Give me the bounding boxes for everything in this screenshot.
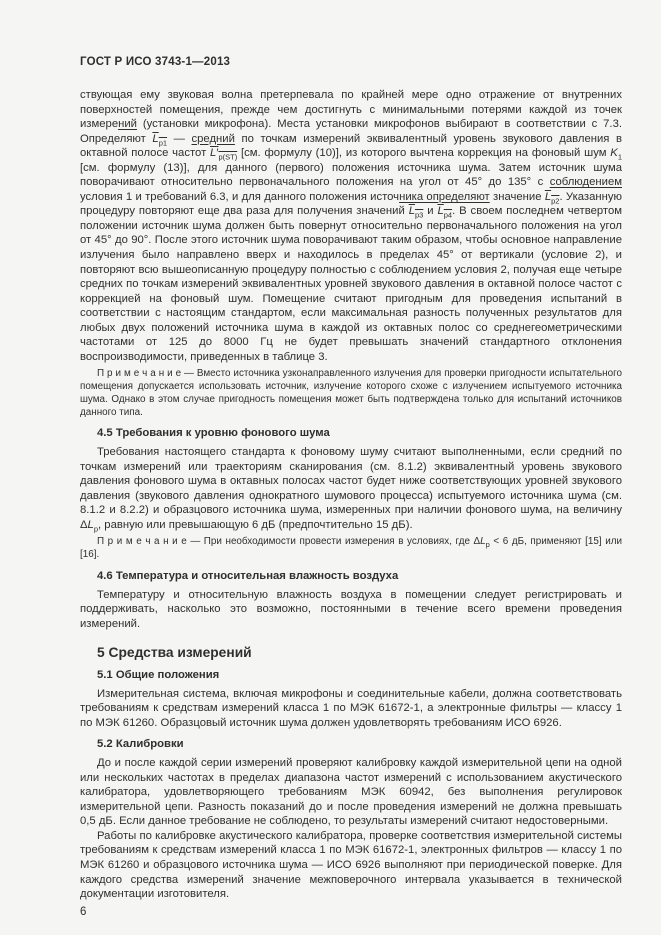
note-room-check: П р и м е ч а н и е — Вместо источника узконаправленного излучения для проверки пригодности испытательного помещения допускается использовать источник, излучение которого схоже с излучением испытуемого источника шума. Однако в этом случае пригодность помещения может быть подтверждена только для испытаний источников данного типа. [80, 368, 622, 418]
paragraph-calibration-verification: Работы по калибровке акустического калибратора, проверке соответствия измерительной системы требованиям к средствам измерений класса 1 по МЭК 61672-1, электронных фильтров — классу 1 по МЭК 61260 и образцового источника шума — ИСО 6926 выполняют при периодической поверке. Для каждого средства измерений значение межповерочного интервала указывается в технической документации изготовителя. [80, 829, 622, 901]
heading-4-6: 4.6 Температура и относительная влажность воздуха [97, 569, 399, 582]
heading-5-2: 5.2 Калибровки [97, 738, 184, 751]
document-header: ГОСТ Р ИСО 3743-1—2013 [80, 56, 231, 68]
note-delta-lp: П р и м е ч а н и е — При необходимости провести измерения в условиях, где $\Delta L_p < 6$ дБ, применяют [15] или [16]. [80, 536, 622, 561]
paragraph-temperature-humidity: Температуру и относительную влажность воздуха в помещении следует регистрировать и поддерживать, насколько это возможно, постоянными в течение всего времени проведения измерений. [80, 588, 622, 630]
heading-4-5: 4.5 Требования к уровню фонового шума [97, 427, 330, 440]
paragraph-calibration-check: До и после каждой серии измерений проверяют калибровку каждой измерительной цепи на одной или нескольких частотах в пределах диапазона частот измерений с использованием акустического калибратора, удовлетворяющего требованиям МЭК 60942, без выполнения регулировок измерительной цепи. Разность показаний до и после проведения измерений не должна превышать 0,5 дБ. Если данное требование не соблюдено, то результаты измерений считают недостоверными. [80, 757, 622, 828]
paragraph-measuring-system: Измерительная система, включая микрофоны и соединительные кабели, должна соответствовать требованиям к средствам измерений класса 1 по МЭК 61672-1, а электронные фильтры — классу 1 по МЭК 61260. Образцовый источник шума должен удовлетворять требованиям ИСО 6926. [80, 687, 622, 729]
heading-5: 5 Средства измерений [97, 644, 252, 660]
page-number: 6 [80, 905, 87, 918]
paragraph-room-qualification: ствующая ему звуковая волна претерпевала по крайней мере одно отражение от внутренних поверхностей помещения, прежде чем достигнуть с минимальными потерями каждой из точек измерений (установки микрофона). Места установки микрофонов выбирают в соответствии с 7.3. Определяют $L_{p1}$ — средний по точкам измерений эквивалентный уровень звукового давления в октавной полосе частот $L'_{p(ST)}$ [см. формулу (10)], из которого вычтена коррекция на фоновый шум $K_1$ [см. формулу (13)], для данного (первого) положения источника шума. Затем источник шума поворачивают относительно первоначального положения на угол от 45° до 135° с соблюдением условия 1 и требований 6.3, и для данного положения источника определяют значение $L_{p2}$. Указанную процедуру повторяют еще два раза для получения значений $L_{p3}$ и $L_{p4}$. В своем последнем четвертом положении источник шума должен быть повернут относительно первоначального положения на угол от 45° до 90°. После этого источник шума поворачивают таким образом, чтобы основное направление излучения было направлено вверх и находилось в пределах 45° от вертикали (условие 2), и повторяют всю вышеописанную процедуру полностью с соблюдением условия 2, получая еще четыре средних по точкам измерений эквивалентных уровней звукового давления в октавной полосе частот с коррекцией на фоновый шум. Помещение считают пригодным для проведения испытаний в соответствии с настоящим стандартом, если максимальная разность полученных результатов для любых двух положений источника шума в каждой из октавных полос со среднегеометрическими частотами от 125 до 8000 Гц не будет превышать значений стандартного отклонения воспроизводимости, приведенных в таблице 3. [80, 89, 622, 363]
heading-5-1: 5.1 Общие положения [97, 668, 220, 681]
paragraph-background-noise: Требования настоящего стандарта к фоновому шуму считают выполненными, если средний по точкам измерений или траекториям сканирования (см. 8.1.2) эквивалентный уровень звукового давления фонового шума в октавных полосах частот будет ниже соответствующих уровней звукового давления (звукового давления однократного шумового процесса) испытуемого источника шума (см. 8.1.2 и 8.2.2) и образцового источника шума, измеренных при наличии фонового шума, на величину $\Delta L_p$, равную или превышающую 6 дБ (предпочтительно 15 дБ). [80, 446, 622, 534]
